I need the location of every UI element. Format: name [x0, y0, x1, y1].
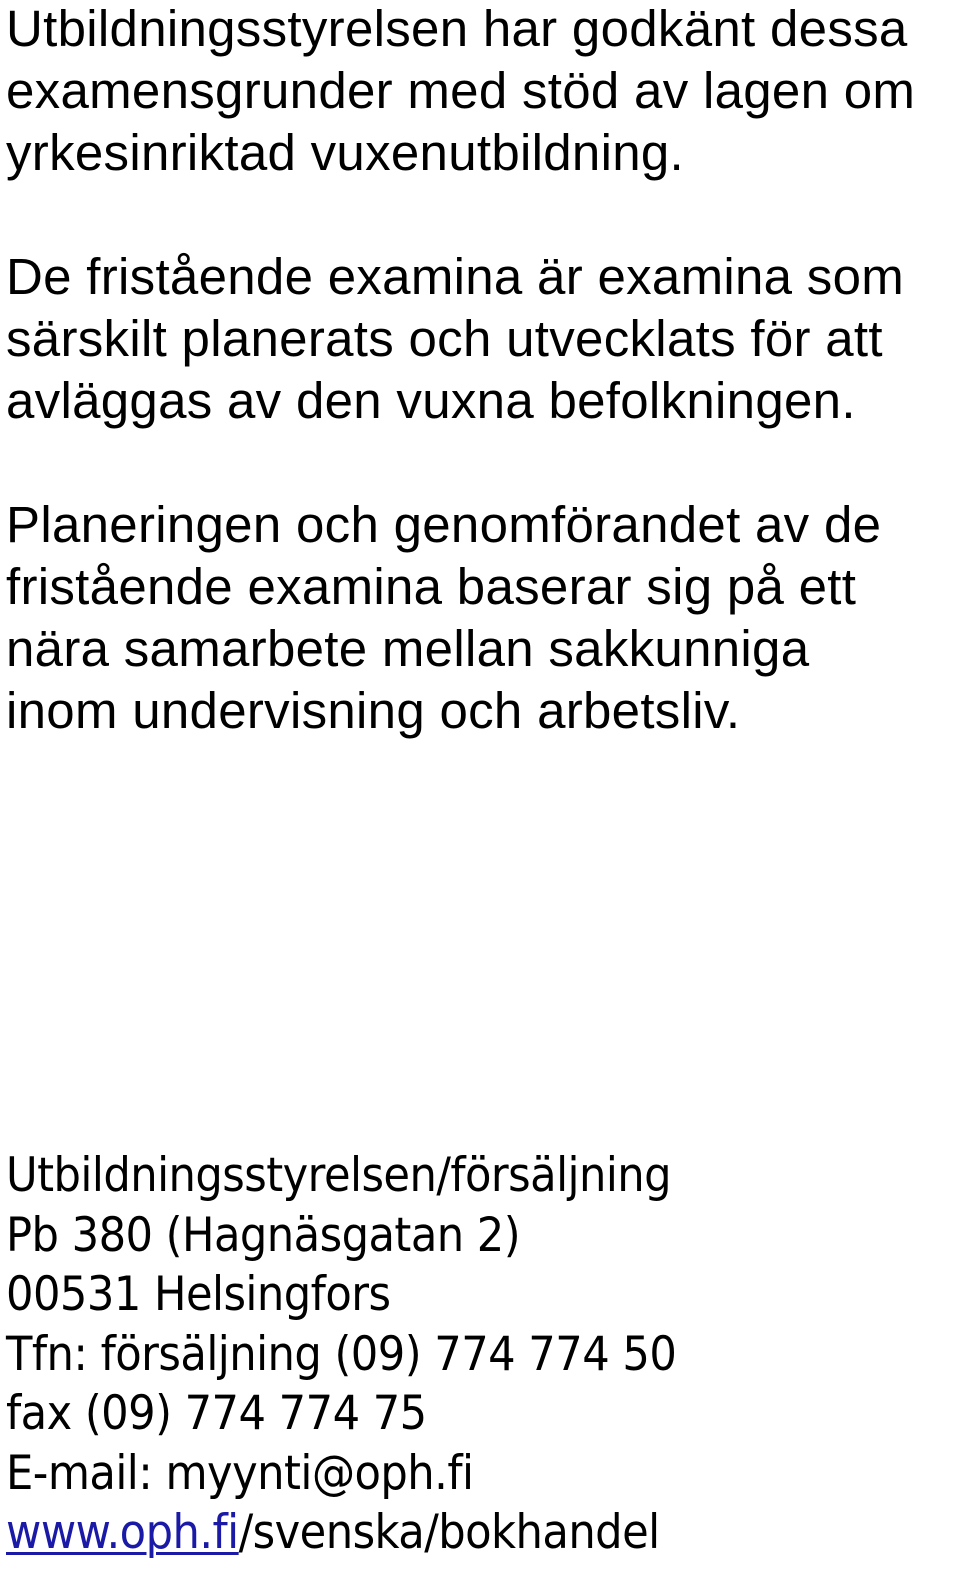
website-link[interactable]: www.oph.fi	[6, 1505, 239, 1560]
contact-phone: Tfn: försäljning (09) 774 774 50	[6, 1326, 677, 1382]
contact-web	[6, 1503, 880, 1563]
contact-fax: fax (09) 774 774 75	[6, 1386, 427, 1441]
paragraph-cooperation: Planeringen och genomförandet av de fristående examina baserar sig på ett nära samarbete mellan sakkunniga inom undervisning och arbetsliv.	[6, 496, 882, 739]
contact-email: E-mail: myynti@oph.fi	[6, 1445, 474, 1501]
contact-organization: Utbildningsstyrelsen/försäljning	[6, 1148, 672, 1203]
paragraph-approval: Utbildningsstyrelsen har godkänt dessa examensgrunder med stöd av lagen om yrkesinriktad vuxenutbildning.	[6, 0, 916, 181]
website-path: /svenska/bokhandel	[238, 1505, 660, 1560]
contact-po-box: Pb 380 (Hagnäsgatan 2)	[6, 1207, 521, 1263]
contact-city: 00531 Helsingfors	[6, 1267, 391, 1322]
contact-block	[6, 1146, 880, 1563]
intro-text	[6, 0, 956, 804]
paragraph-definition: De fristående examina är examina som särskilt planerats och utvecklats för att avläggas av den vuxna befolkningen.	[6, 248, 905, 429]
